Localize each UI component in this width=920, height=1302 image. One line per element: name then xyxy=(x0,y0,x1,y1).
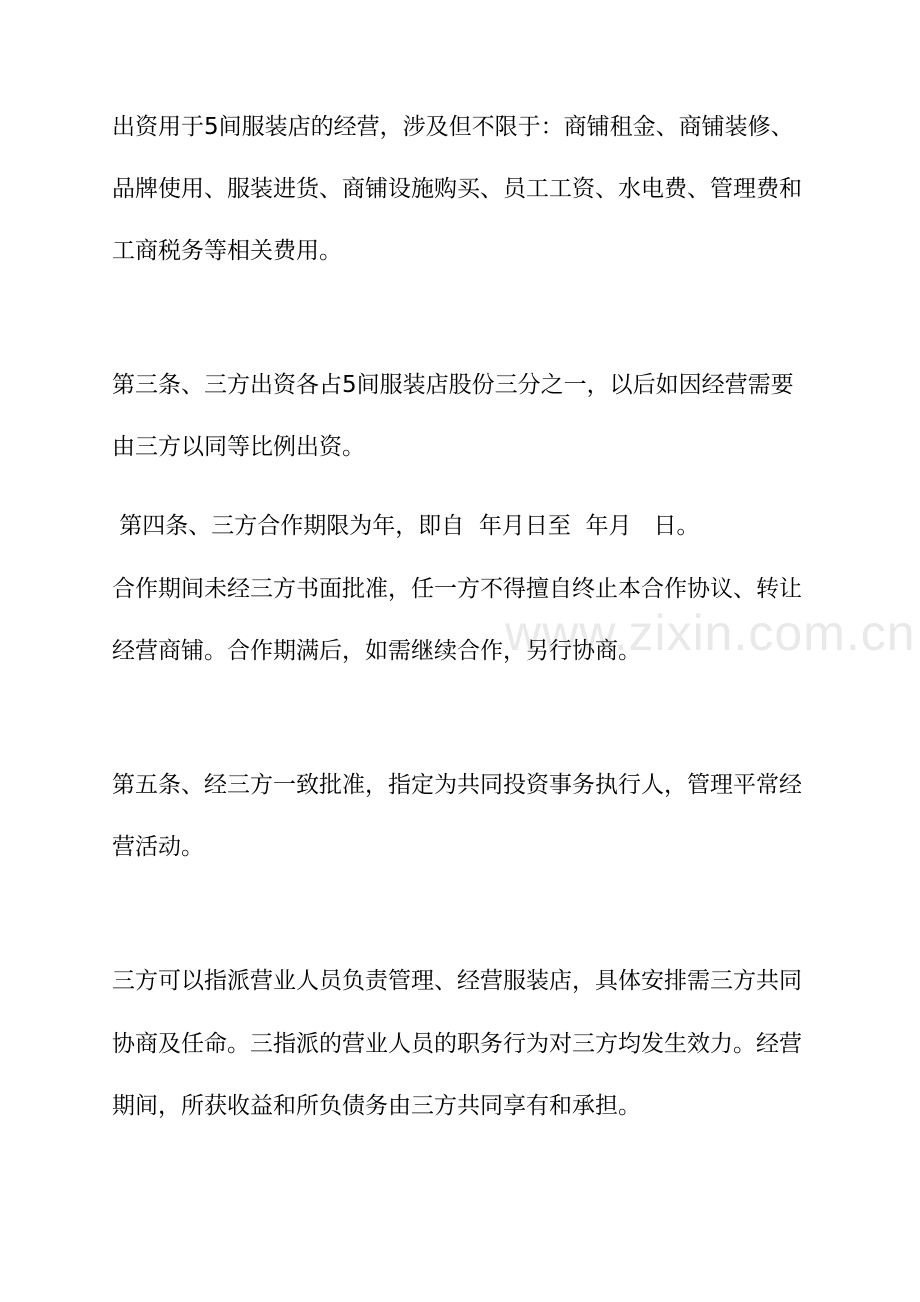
article-5-line: 第五条、经三方一致批准，指定为共同投资事务执行人，管理平常经 xyxy=(112,772,802,798)
article-4-line: 经营商铺。合作期满后，如需继续合作，另行协商。 xyxy=(112,638,641,664)
paragraph-line: 期间，所获收益和所负债务由三方共同享有和承担。 xyxy=(112,1093,641,1119)
paragraph-line: 品牌使用、服装进货、商铺设施购买、员工工资、水电费、管理费和 xyxy=(112,176,802,202)
paragraph-line: 工商税务等相关费用。 xyxy=(112,238,342,264)
paragraph-line: 三方可以指派营业人员负责管理、经营服装店，具体安排需三方共同 xyxy=(112,968,802,994)
article-3-line: 第三条、三方出资各占5间服装店股份三分之一，以后如因经营需要 xyxy=(112,372,794,398)
article-4-line: 合作期间未经三方书面批准，任一方不得擅自终止本合作协议、转让 xyxy=(112,576,802,602)
article-3-line: 由三方以同等比例出资。 xyxy=(112,434,365,460)
paragraph-line: 出资用于5间服装店的经营，涉及但不限于：商铺租金、商铺装修、 xyxy=(112,114,794,140)
article-4-line: 第四条、三方合作期限为年，即自 年月日至 年月 日。 xyxy=(112,513,700,539)
article-5-line: 营活动。 xyxy=(112,834,204,860)
paragraph-line: 协商及任命。三指派的营业人员的职务行为对三方均发生效力。经营 xyxy=(112,1031,802,1057)
watermark: www.zixin.com.cn xyxy=(505,605,916,661)
